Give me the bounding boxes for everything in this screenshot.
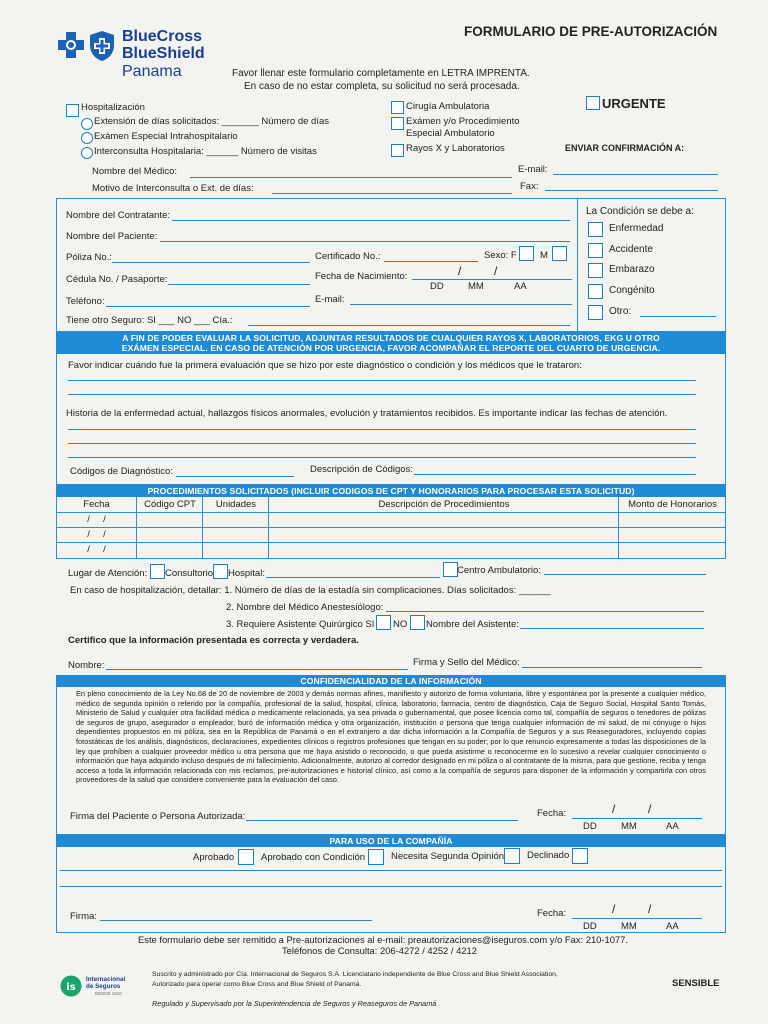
nombre-field[interactable] xyxy=(106,669,408,670)
examen-proc-checkbox[interactable] xyxy=(391,117,404,130)
lugar-label: Lugar de Atención: xyxy=(68,568,148,579)
condicion-label-2: Embarazo xyxy=(609,264,655,275)
hospital-field[interactable] xyxy=(266,577,440,578)
certificado-label: Certificado No.: xyxy=(315,251,381,262)
examen-especial-label: Exámen Especial Intrahospitalario xyxy=(94,131,238,142)
firma-medico-field[interactable] xyxy=(522,667,702,668)
comp-mm-label: MM xyxy=(621,921,637,932)
procedures-col-header-2: Unidades xyxy=(215,499,257,510)
firma-paciente-label: Firma del Paciente o Persona Autorizada: xyxy=(70,811,246,822)
telefonos-text: Teléfonos de Consulta: 206-4272 / 4252 / 4212 xyxy=(282,945,477,956)
primera-evaluacion-line-1[interactable] xyxy=(68,380,696,381)
nacimiento-field[interactable] xyxy=(412,279,572,280)
regulado-text: Regulado y Supervisado por la Superintendencia de Seguros y Reaseguros de Panamá xyxy=(152,999,437,1008)
segunda-checkbox[interactable] xyxy=(504,848,520,864)
compania-banner-text: PARA USO DE LA COMPAÑÍA xyxy=(329,836,453,846)
procedures-date-1[interactable]: / / xyxy=(87,529,106,540)
otro-seguro-label: Tiene otro Seguro: SI ___ NO ___ Cía.: xyxy=(66,315,233,326)
comp-dd-label: DD xyxy=(583,921,597,932)
compania-firma-field[interactable] xyxy=(100,920,372,921)
dd-label: DD xyxy=(430,281,444,292)
codigos-label: Códigos de Diagnóstico: xyxy=(70,466,173,477)
descripcion-label: Descripción de Códigos: xyxy=(310,464,413,475)
asistente-no-label: NO xyxy=(393,619,408,630)
condicion-checkbox-3[interactable] xyxy=(588,284,603,299)
confidencialidad-banner xyxy=(56,675,726,687)
brand-line1: BlueCross xyxy=(122,28,203,45)
historia-line-3[interactable] xyxy=(68,457,696,458)
centro-field[interactable] xyxy=(544,574,706,575)
asistente-label: 3. Requiere Asistente Quirúrgico SI xyxy=(226,619,375,630)
consultorio-label: Consultorio xyxy=(165,568,214,579)
cedula-label: Cédula No. / Pasaporte: xyxy=(66,274,168,285)
poliza-field[interactable] xyxy=(112,262,310,263)
procedures-date-0[interactable]: / / xyxy=(87,514,106,525)
nombre-asistente-field[interactable] xyxy=(520,628,704,629)
is-logo-year: DESDE 1910 xyxy=(95,991,122,996)
telefono-field[interactable] xyxy=(106,306,310,307)
certifico-text: Certifico que la información presentada es correcta y verdadera. xyxy=(68,635,359,646)
condicion-checkbox-0[interactable] xyxy=(588,222,603,237)
conf-fecha-label: Fecha: xyxy=(537,808,567,819)
historia-line-1[interactable] xyxy=(68,429,696,430)
examen-proc-label: Exámen y/o Procedimiento xyxy=(406,116,520,127)
sensible-label: SENSIBLE xyxy=(672,978,720,989)
confirm-fax-label: Fax: xyxy=(520,181,539,192)
compania-banner xyxy=(56,835,726,847)
condicion-checkbox-4[interactable] xyxy=(588,305,603,320)
brand-line2: BlueShield xyxy=(122,45,205,62)
cedula-field[interactable] xyxy=(168,284,310,285)
condicion-otro-field[interactable] xyxy=(640,316,716,317)
condicion-label-0: Enfermedad xyxy=(609,223,664,234)
comp-fecha-slash-2: / xyxy=(648,902,652,916)
firma-medico-label: Firma y Sello del Médico: xyxy=(413,657,520,668)
firma-paciente-field[interactable] xyxy=(246,820,518,821)
is-logo-icon xyxy=(60,975,82,997)
compania-firma-label: Firma: xyxy=(70,911,97,922)
svg-text:is: is xyxy=(66,982,76,993)
condicion-checkbox-1[interactable] xyxy=(588,243,603,258)
sexo-m-label: M xyxy=(540,250,548,261)
conf-fecha-slash-2: / xyxy=(648,802,652,816)
centro-label: Centro Ambulatorio: xyxy=(457,565,541,576)
confirmacion-label: ENVIAR CONFIRMACIÓN A: xyxy=(565,143,685,153)
bluecross-blueshield-logo xyxy=(56,28,226,82)
compania-fecha-label: Fecha: xyxy=(537,908,567,919)
aa-label: AA xyxy=(514,281,527,292)
procedures-col-header-1: Código CPT xyxy=(144,499,196,510)
primera-evaluacion-label: Favor indicar cuándo fue la primera evaluación que se hizo por este diagnóstico o condición y los médicos que le trataron: xyxy=(68,360,582,371)
compania-fecha-field[interactable] xyxy=(572,918,702,919)
cirugia-label: Cirugía Ambulatoria xyxy=(406,101,490,112)
nombre-label: Nombre: xyxy=(68,660,105,671)
paciente-field[interactable] xyxy=(160,241,570,242)
condicion-divider xyxy=(577,198,578,332)
aprobado-checkbox[interactable] xyxy=(238,849,254,865)
primera-evaluacion-line-2[interactable] xyxy=(68,394,696,395)
confirm-email-label: E-mail: xyxy=(518,164,548,175)
nacimiento-label: Fecha de Nacimiento: xyxy=(315,271,408,282)
patient-email-field[interactable] xyxy=(350,304,572,305)
asistente-si-checkbox[interactable] xyxy=(376,615,391,630)
conf-aa-label: AA xyxy=(666,821,679,832)
confirm-email-field[interactable] xyxy=(553,174,718,175)
contratante-field[interactable] xyxy=(172,220,570,221)
aprobado-label: Aprobado xyxy=(193,852,235,863)
procedures-col-header-4: Monto de Honorarios xyxy=(628,499,717,510)
row-divider-1 xyxy=(56,512,726,513)
motivo-field[interactable] xyxy=(272,193,512,194)
rayos-checkbox[interactable] xyxy=(391,144,404,157)
patient-email-label: E-mail: xyxy=(315,294,345,305)
sexo-m-checkbox[interactable] xyxy=(552,246,567,261)
remitir-text: Este formulario debe ser remitido a Pre-autorizaciones al e-mail: preautorizaciones@iseguros.com y/o Fax: 210-1077. xyxy=(138,934,628,945)
compania-notes-line-2[interactable] xyxy=(60,886,722,887)
extension-radio[interactable] xyxy=(81,118,93,130)
conf-fecha-slash-1: / xyxy=(612,802,616,816)
condicion-title: La Condición se debe a: xyxy=(586,206,694,217)
declinado-checkbox[interactable] xyxy=(572,848,588,864)
condicion-checkbox-2[interactable] xyxy=(588,263,603,278)
instructions-2: En caso de no estar completa, su solicitud no será procesada. xyxy=(244,81,520,92)
certificado-field[interactable] xyxy=(384,261,478,262)
form-title: FORMULARIO DE PRE-AUTORIZACIÓN xyxy=(464,24,718,39)
sexo-f-checkbox[interactable] xyxy=(519,246,534,261)
blue-shield-icon xyxy=(88,30,116,62)
urgente-label: URGENTE xyxy=(602,96,666,111)
brand-line3: Panama xyxy=(122,63,182,80)
conf-mm-label: MM xyxy=(621,821,637,832)
medico-label: Nombre del Médico: xyxy=(92,166,178,177)
cirugia-checkbox[interactable] xyxy=(391,101,404,114)
rayos-label: Rayos X y Laboratorios xyxy=(406,143,505,154)
codigos-field[interactable] xyxy=(176,476,294,477)
asistente-no-checkbox[interactable] xyxy=(410,615,425,630)
paciente-label: Nombre del Paciente: xyxy=(66,231,158,242)
cia-field[interactable] xyxy=(248,325,570,326)
hospitalizacion-checkbox[interactable] xyxy=(66,104,79,117)
hospital-label: Hospital: xyxy=(228,568,265,579)
poliza-label: Póliza No.: xyxy=(66,252,112,263)
condicion-label-4: Otro: xyxy=(609,306,632,317)
nacimiento-slash-1: / xyxy=(458,264,462,278)
comp-aa-label: AA xyxy=(666,921,679,932)
consultorio-checkbox[interactable] xyxy=(150,564,165,579)
is-logo-name: Internacional de Seguros xyxy=(86,976,126,990)
nacimiento-slash-2: / xyxy=(494,264,498,278)
internacional-seguros-logo xyxy=(60,975,130,1007)
medico-field[interactable] xyxy=(190,177,512,178)
conf-fecha-field[interactable] xyxy=(572,818,702,819)
declinado-label: Declinado xyxy=(527,850,570,861)
nombre-asistente-label: Nombre del Asistente: xyxy=(426,619,519,630)
examen-proc-label-2: Especial Ambulatorio xyxy=(406,128,495,139)
historia-line-2[interactable] xyxy=(68,443,696,444)
urgente-checkbox[interactable] xyxy=(586,96,600,110)
comp-fecha-slash-1: / xyxy=(612,902,616,916)
adjuntar-banner-line1: A FIN DE PODER EVALUAR LA SOLICITUD, ADJUNTAR RESULTADOS DE CUALQUIER RAYOS X, LABORATORIOS, EKG U OTRO xyxy=(122,333,660,343)
row-divider-3 xyxy=(56,542,726,543)
mm-label: MM xyxy=(468,281,484,292)
legal-line-2: Autorizado para operar como Blue Cross and Blue Shield of Panamá. xyxy=(152,981,362,988)
procedimientos-banner xyxy=(56,485,726,497)
hospital-checkbox[interactable] xyxy=(213,564,228,579)
centro-checkbox[interactable] xyxy=(443,562,458,577)
confidencialidad-banner-text: CONFIDENCIALIDAD DE LA INFORMACIÓN xyxy=(300,676,482,686)
adjuntar-banner-line2: EXÁMEN ESPECIAL. EN CASO DE ATENCIÓN POR URGENCIA, FAVOR ACOMPAÑAR EL REPORTE DEL CUARTO DE URGENCIA. xyxy=(121,343,661,353)
sexo-label: Sexo: F xyxy=(484,250,517,261)
confidencialidad-text: En pleno conocimiento de la Ley No.68 de 20 de noviembre de 2003 y demás normas afines, manifiesto y autorizo de forma voluntaria, libre y espontánea por la presente a cualquier médico, médico de segunda opinión o referido por la compañía, profesional de la salud, hospital, clínica, laboratorio, farmacia, centro de diagnóstico, Caja de Seguro Social, Hospital Santo Tomás, Ministerio de Salud y cualquier otra facilidad médica o medicamente relacionada, ya sea privada o gubernamental, que posee licencia como tal, compañía de seguros o tenedores de pólizas de seguros de grupo, asegurador o empleador, buró de información médica y otra organización, institución o persona que tenga cualquier información de mi salud, de mi cónyuge o hijos dependientes propuestos en mi póliza, sea en la República de Panamá o en el extranjero a dar dicha información a la Compañía de Seguros y a sus Reaseguradores, incluyendo copias fotostáticas de los análisis, diagnósticos, declaraciones, expedientes clínicos o registros profesiones que tengan en su poder; por lo que renuncio expresamente a todas las disposiciones de la ley que prohíben a cualquier proveedor médico u otra persona que me haya asistido o reconocido, o que pueda asistirme o reconocerme en lo sucesivo a revelar cualquier conocimiento o información que haya adquirido incluso después de mi fallecimiento. Adicionalmente, autorizo al corredor designado en mi póliza o al contratante de la misma, para que gestione, reciba y tenga acceso a toda la información relacionada con mis reclamos, pre-autorizaciones e historial clínico, así como a la compañía de seguros para disponer de la información y compartirla con otros proveedores de la salud que considere conveniente para la evaluación del caso. xyxy=(76,689,706,785)
interconsulta-label: Interconsulta Hospitalaria: ______ Número de visitas xyxy=(94,146,317,157)
confirm-fax-field[interactable] xyxy=(545,190,718,191)
compania-notes-line-1[interactable] xyxy=(60,870,722,871)
segunda-label: Necesita Segunda Opinión xyxy=(391,851,505,862)
conf-dd-label: DD xyxy=(583,821,597,832)
contratante-label: Nombre del Contratante: xyxy=(66,210,171,221)
adjuntar-banner xyxy=(56,332,726,354)
condicion-label: Aprobado con Condición xyxy=(261,852,366,863)
anestesiologo-label: 2. Nombre del Médico Anestesiólogo: xyxy=(226,602,384,613)
telefono-label: Teléfono: xyxy=(66,296,105,307)
examen-especial-radio[interactable] xyxy=(81,132,93,144)
interconsulta-radio[interactable] xyxy=(81,147,93,159)
hosp-detail-label: En caso de hospitalización, detallar: 1. Número de días de la estadía sin complicaciones. Días solicitados: ______ xyxy=(70,585,551,596)
legal-line-1: Suscrito y administrado por Cía. Internacional de Seguros S.A. Licenciatario independiente de Blue Cross and Blue Shield Association, xyxy=(152,971,558,978)
extension-label: Extensión de días solicitados: _______ Número de días xyxy=(94,116,330,127)
row-divider-2 xyxy=(56,527,726,528)
hospitalizacion-label: Hospitalización xyxy=(81,102,145,113)
procedures-col-header-0: Fecha xyxy=(83,499,110,510)
historia-label: Historia de la enfermedad actual, hallazgos físicos anormales, evolución y tratamientos recibidos. Es importante indicar las fechas de atención. xyxy=(66,408,668,419)
procedures-date-2[interactable]: / / xyxy=(87,544,106,555)
condicion-label-1: Accidente xyxy=(609,244,653,255)
blue-cross-icon xyxy=(56,30,86,60)
anestesiologo-field[interactable] xyxy=(386,611,704,612)
descripcion-field[interactable] xyxy=(414,474,696,475)
motivo-label: Motivo de Interconsulta o Ext. de días: xyxy=(92,183,254,194)
condicion-label-3: Congénito xyxy=(609,285,655,296)
procedures-col-header-3: Descripción de Procedimientos xyxy=(378,499,510,510)
condicion-checkbox[interactable] xyxy=(368,849,384,865)
procedimientos-banner-text: PROCEDIMIENTOS SOLICITADOS (INCLUIR CODIGOS DE CPT Y HONORARIOS PARA PROCESAR ESTA SOLICITUD) xyxy=(147,486,635,496)
instructions-1: Favor llenar este formulario completamente en LETRA IMPRENTA. xyxy=(232,68,530,79)
